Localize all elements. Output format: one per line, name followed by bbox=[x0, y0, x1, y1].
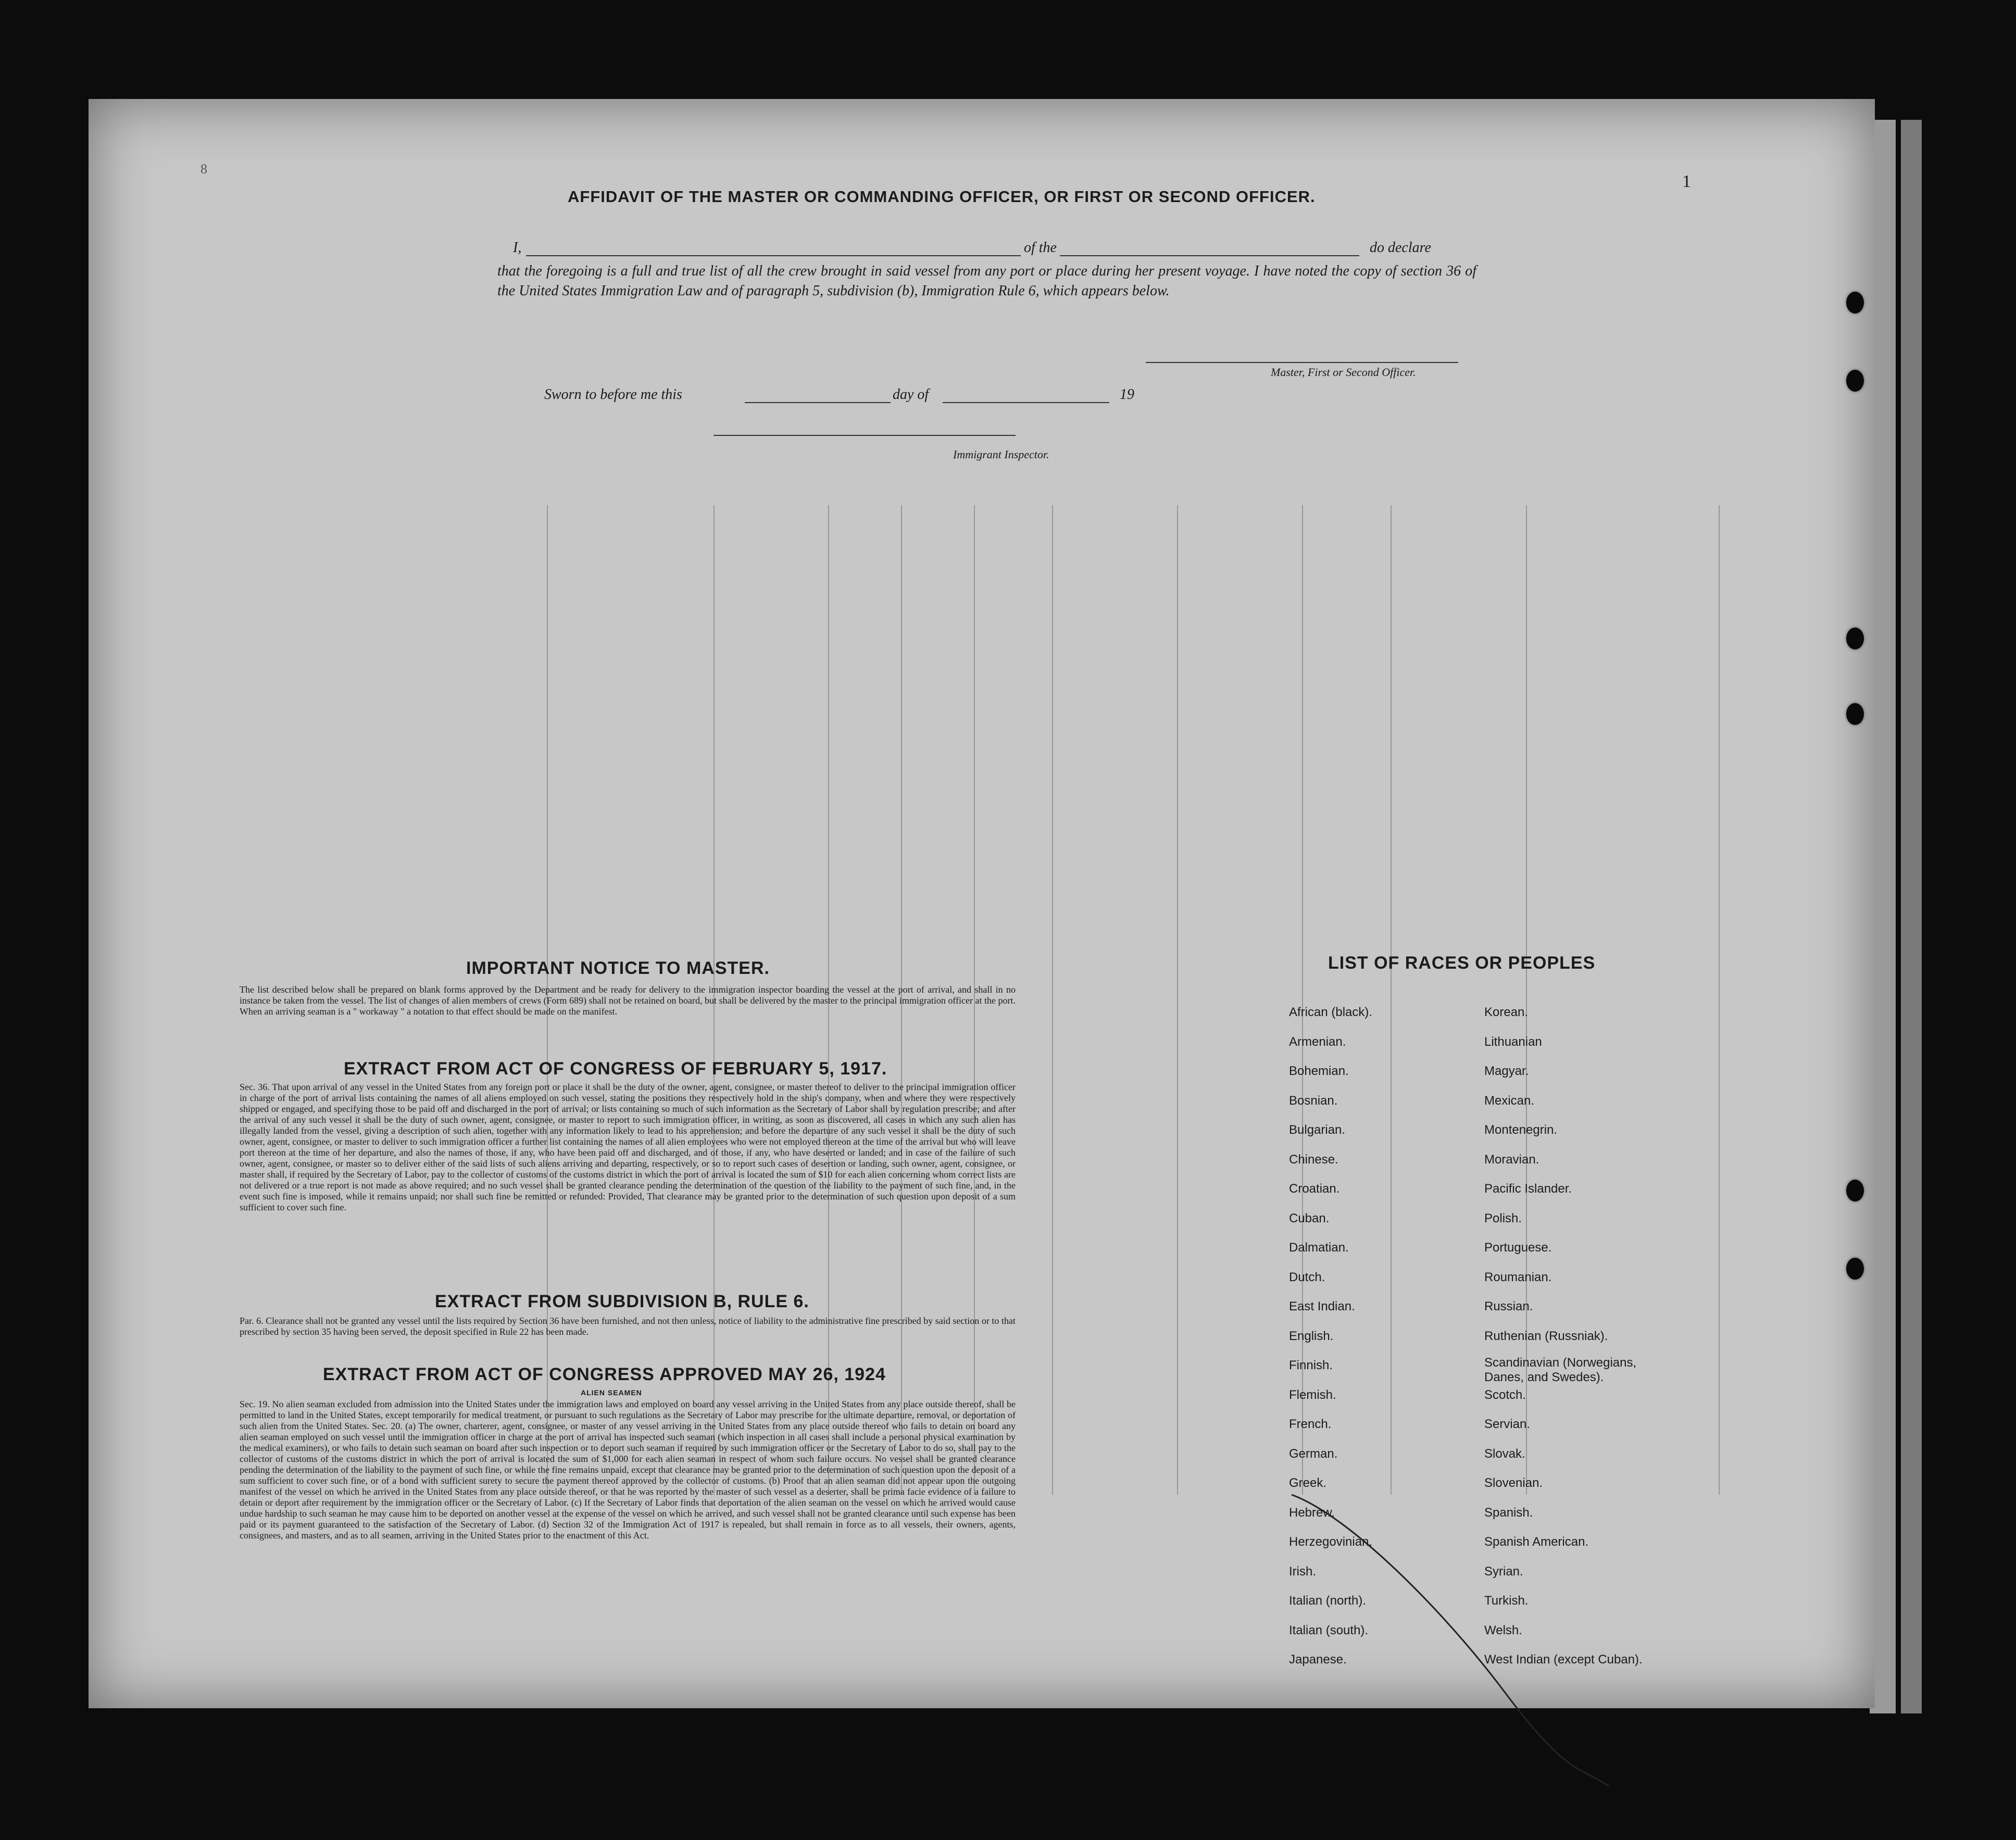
race-entry: Turkish. bbox=[1484, 1594, 1529, 1608]
race-entry: Flemish. bbox=[1289, 1387, 1336, 1402]
race-entry: German. bbox=[1289, 1446, 1338, 1461]
race-entry: Hebrew. bbox=[1289, 1505, 1335, 1520]
tick-mark: 1 bbox=[1682, 172, 1691, 191]
extract-rule6-body: Par. 6. Clearance shall not be granted any vessel until the lists required by Section 36 have been furnished, and not then unless, notice of liability to the administrative fine prescribed by said section or to that prescribed by section 35 having been served, the deposit specified in Rule 22 has been made. bbox=[240, 1316, 1016, 1337]
race-entry: Italian (north). bbox=[1289, 1594, 1367, 1608]
race-entry: Spanish American. bbox=[1484, 1535, 1589, 1549]
race-entry: Portuguese. bbox=[1484, 1241, 1552, 1255]
race-entry: Japanese. bbox=[1289, 1653, 1347, 1667]
race-entry: Korean. bbox=[1484, 1005, 1529, 1019]
race-entry: Bohemian. bbox=[1289, 1064, 1349, 1078]
sworn-day-blank bbox=[745, 402, 909, 403]
sworn-month-blank bbox=[943, 402, 1109, 403]
extract-1917-title: EXTRACT FROM ACT OF CONGRESS OF FEBRUARY 5, 1917. bbox=[344, 1059, 887, 1079]
bleed-rule bbox=[1391, 505, 1392, 1495]
vessel-name-blank bbox=[1073, 255, 1359, 256]
notice-body: The list described below shall be prepared on blank forms approved by the Department and be ready for delivery to the immigration inspector boarding the vessel at the port of arrival, and shall in no instance be taken from the vessel. The list of changes of alien members of crews (Form 689) shall not be retained on board, but shall be delivered by the master to the principal immigration officer at the port. When an arriving seaman is a " workaway " a notation to that effect should be made on the manifest. bbox=[240, 984, 1016, 1017]
race-entry: Welsh. bbox=[1484, 1623, 1522, 1637]
race-entry: Spanish. bbox=[1484, 1505, 1533, 1520]
affidavit-line1-start: I, bbox=[513, 240, 522, 256]
race-entry: Syrian. bbox=[1484, 1564, 1523, 1579]
race-entry: Lithuanian bbox=[1484, 1034, 1542, 1049]
race-entry: Pacific Islander. bbox=[1484, 1182, 1572, 1196]
race-entry: Moravian. bbox=[1484, 1152, 1539, 1167]
bleed-rule bbox=[1302, 505, 1303, 1495]
inspector-signature-line bbox=[713, 435, 1016, 436]
race-entry: Bosnian. bbox=[1289, 1093, 1338, 1108]
race-entry: Italian (south). bbox=[1289, 1623, 1369, 1637]
race-entry: Magyar. bbox=[1484, 1064, 1529, 1078]
race-entry: West Indian (except Cuban). bbox=[1484, 1653, 1643, 1667]
binder-hole bbox=[1846, 292, 1864, 314]
signature-line bbox=[1146, 362, 1458, 363]
race-entry: Scotch. bbox=[1484, 1387, 1526, 1402]
race-entry: African (black). bbox=[1289, 1005, 1373, 1019]
race-entry: Chinese. bbox=[1289, 1152, 1338, 1167]
signature-label: Master, First or Second Officer. bbox=[1271, 366, 1416, 379]
race-entry: Finnish. bbox=[1289, 1358, 1333, 1372]
race-entry: Dalmatian. bbox=[1289, 1241, 1349, 1255]
affidavit-line1-mid: of the bbox=[1021, 240, 1060, 256]
affidavit-title: AFFIDAVIT OF THE MASTER OR COMMANDING OFFICER, OR FIRST OR SECOND OFFICER. bbox=[568, 187, 1316, 206]
race-entry: Greek. bbox=[1289, 1476, 1327, 1490]
race-entry: Russian. bbox=[1484, 1299, 1533, 1313]
race-entry: Polish. bbox=[1484, 1211, 1522, 1225]
race-entry: Cuban. bbox=[1289, 1211, 1330, 1225]
bleed-rule bbox=[1177, 505, 1178, 1495]
race-entry: Scandinavian (Norwegians, Danes, and Swedes). bbox=[1484, 1356, 1637, 1384]
race-entry: Roumanian. bbox=[1484, 1270, 1552, 1284]
race-entry: Servian. bbox=[1484, 1417, 1531, 1431]
race-entry: Armenian. bbox=[1289, 1034, 1346, 1049]
bleed-rule bbox=[1052, 505, 1053, 1495]
notice-title: IMPORTANT NOTICE TO MASTER. bbox=[466, 958, 770, 978]
race-entry: East Indian. bbox=[1289, 1299, 1355, 1313]
binder-hole bbox=[1846, 703, 1864, 725]
bleed-rule bbox=[1526, 505, 1527, 1495]
extract-1924-subtitle: ALIEN SEAMEN bbox=[581, 1388, 642, 1397]
extract-1917-body: Sec. 36. That upon arrival of any vessel in the United States from any foreign port or place it shall be the duty of the owner, agent, consignee, or master thereof to deliver to the principal immigration officer in charge of the port of arrival lists containing the names of all aliens employed on such vessel, stating the positions they respectively hold in the ship's company, when and where they were respectively shipped or engaged, and specifying those to be paid off and discharged in the port of arrival; or lists containing so much of such information as the Secretary of Labor shall by regulation prescribe; and after the arrival of any such vessel it shall be the duty of such owner, agent, consignee, or master to report to such immigration officer, in writing, as soon as discovered, all cases in which any such alien has illegally landed from the vessel, giving a description of such alien, together with any information likely to lead to his apprehension; and before the departure of any such vessel it shall be the duty of such owner, agent, consignee, or master to deliver to such immigration officer a further list containing the names of all alien employees who were not employed thereon at the time of the arrival but who will leave port thereon at the time of her departure, and also the names of those, if any, who have been paid off and discharged, and of those, if any, who have deserted or landed; and in case of the failure of such owner, agent, consignee, or master so to deliver either of the said lists of such aliens arriving and departing, respectively, or so to report such cases of desertion or landing, such owner, agent, consignee, or master shall, if required by the Secretary of Labor, pay to the collector of customs of the customs district in which the port of arrival is located the sum of $10 for each alien concerning whom correct lists are not delivered or a true report is not made as above required; and no such vessel shall be granted clearance pending the determination of the question of the liability to the payment of such fine, and, in the event such fine is imposed, while it remains unpaid; nor shall such fine be remitted or refunded: Provided, That clearance may be granted prior to the determination of such question upon deposit of a sum sufficient to cover such fine. bbox=[240, 1082, 1016, 1212]
page-edge-strip bbox=[1901, 120, 1922, 1713]
race-entry: Dutch. bbox=[1289, 1270, 1325, 1284]
extract-rule6-title: EXTRACT FROM SUBDIVISION B, RULE 6. bbox=[435, 1292, 809, 1311]
binder-hole bbox=[1846, 370, 1864, 392]
race-entry: Slovenian. bbox=[1484, 1476, 1543, 1490]
affidavit-body: that the foregoing is a full and true list of all the crew brought in said vessel from any port or place during her present voyage. I have noted the copy of section 36 of the United States Immigration Law and of paragraph 5, subdivision (b), Immigration Rule 6, which appears below. bbox=[497, 263, 1476, 299]
bleed-rule bbox=[1719, 505, 1720, 1495]
races-title: LIST OF RACES OR PEOPLES bbox=[1328, 953, 1596, 973]
race-entry: Croatian. bbox=[1289, 1182, 1340, 1196]
extract-1924-title: EXTRACT FROM ACT OF CONGRESS APPROVED MAY 26, 1924 bbox=[323, 1365, 886, 1384]
race-entry: Slovak. bbox=[1484, 1446, 1525, 1461]
inspector-label: Immigrant Inspector. bbox=[953, 448, 1049, 461]
race-entry: Ruthenian (Russniak). bbox=[1484, 1329, 1608, 1343]
race-entry: Herzegovinian. bbox=[1289, 1535, 1373, 1549]
extract-1924-body: Sec. 19. No alien seaman excluded from admission into the United States under the immigration laws and employed on board any vessel arriving in the United States from any place outside thereof, shall be permitted to land in the United States, except temporarily for medical treatment, or pursuant to such regulations as the Secretary of Labor may prescribe for the ultimate departure, removal, or deportation of such alien from the United States. Sec. 20. (a) The owner, charterer, agent, consignee, or master of any vessel arriving in the United States from any place outside thereof who fails to detain on board any alien seaman employed on such vessel until the immigration officer in charge at the port of arrival has inspected such seaman (which inspection in all cases shall include a personal physical examination by the medical examiners), or who fails to detain such seaman on board after such inspection or to deport such seaman if required by such immigration officer or the Secretary of Labor to do so, shall pay to the collector of customs of the customs district in which the port of arrival is located the sum of $1,000 for each alien seaman in respect of whom such failure occurs. No vessel shall be granted clearance pending the determination of the liability to the payment of such fine, or while the fine remains unpaid, except that clearance may be granted prior to the determination of such question upon the deposit of a sum sufficient to cover such fine, or of a bond with sufficient surety to secure the payment thereof approved by the collector of customs. (b) Proof that an alien seaman did not appear upon the outgoing manifest of the vessel on which he arrived in the United States from any place outside thereof, or that he was reported by the master of such vessel as a deserter, shall be prima facie evidence of a failure to detain or deport after requirement by the immigration officer or the Secretary of Labor. (c) If the Secretary of Labor finds that deportation of the alien seaman on the vessel on which he arrived would cause undue hardship to such seaman he may cause him to be deported on another vessel at the expense of the vessel on which he arrived, and such vessel shall not be granted clearance until such expense has been paid or its payment guaranteed to the satisfaction of the Secretary of Labor. (d) Section 32 of the Immigration Act of 1917 is repealed, but shall remain in force as to all vessels, their owners, agents, consignees, and masters, and as to all seamen, arriving in the United States prior to the enactment of this Act. bbox=[240, 1399, 1016, 1541]
binder-hole bbox=[1846, 1258, 1864, 1280]
race-entry: French. bbox=[1289, 1417, 1332, 1431]
affidavit-line1-end: do declare bbox=[1370, 240, 1431, 256]
binder-hole bbox=[1846, 1180, 1864, 1201]
race-entry: Mexican. bbox=[1484, 1093, 1535, 1108]
sworn-day-label: day of bbox=[891, 386, 931, 403]
sworn-prefix: Sworn to before me this bbox=[544, 386, 682, 403]
race-entry: English. bbox=[1289, 1329, 1334, 1343]
race-entry: Irish. bbox=[1289, 1564, 1317, 1579]
declarant-name-blank bbox=[526, 255, 1099, 256]
sworn-year: 19 bbox=[1120, 386, 1134, 403]
manifest-page bbox=[89, 99, 1875, 1708]
race-entry: Bulgarian. bbox=[1289, 1123, 1346, 1137]
race-entry: Montenegrin. bbox=[1484, 1123, 1558, 1137]
binder-hole bbox=[1846, 628, 1864, 649]
page-mark: 8 bbox=[201, 161, 207, 177]
